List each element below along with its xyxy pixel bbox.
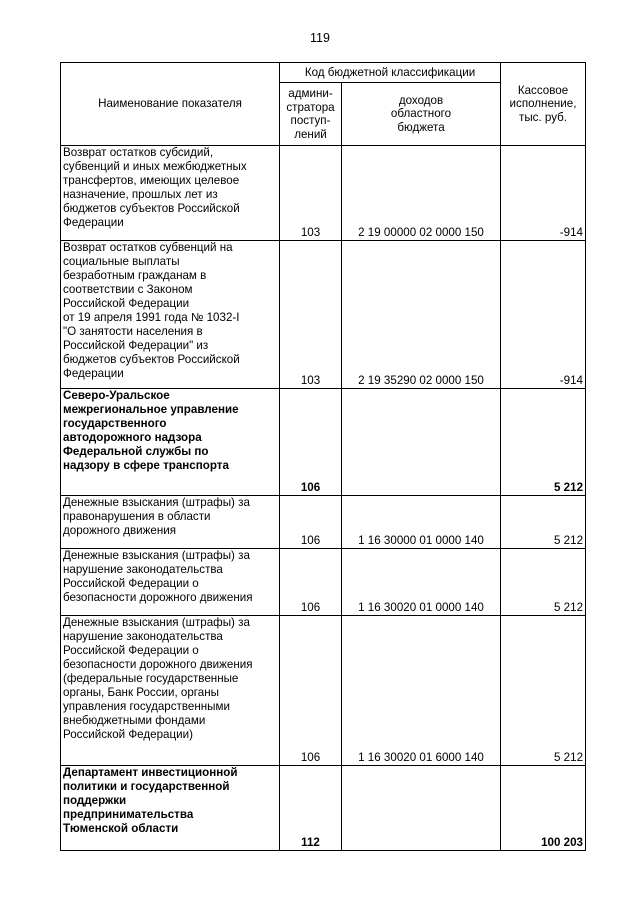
table-row bbox=[61, 549, 586, 616]
table-header bbox=[61, 63, 586, 146]
row-name: Денежные взыскания (штрафы) за правонарушения в области дорожного движения bbox=[61, 496, 280, 549]
row-name: Денежные взыскания (штрафы) за нарушение законодательства Российской Федерации о безопасности дорожного движения bbox=[61, 549, 280, 616]
row-budget-code bbox=[342, 766, 501, 851]
table-row bbox=[61, 146, 586, 241]
row-admin-code: 112 bbox=[280, 766, 342, 851]
header-classification: Код бюджетной классификации bbox=[280, 63, 501, 83]
row-name: Департамент инвестиционной политики и государственной поддержки предпринимательства Тюменской области bbox=[61, 766, 280, 851]
table-row bbox=[61, 241, 586, 389]
row-amount: 100 203 bbox=[501, 766, 586, 851]
row-budget-code: 2 19 00000 02 0000 150 bbox=[342, 146, 501, 241]
row-admin-code: 106 bbox=[280, 389, 342, 496]
table-row bbox=[61, 389, 586, 496]
row-budget-code: 1 16 30020 01 6000 140 bbox=[342, 616, 501, 766]
row-admin-code: 103 bbox=[280, 146, 342, 241]
row-budget-code bbox=[342, 389, 501, 496]
row-amount: 5 212 bbox=[501, 389, 586, 496]
row-budget-code: 1 16 30020 01 0000 140 bbox=[342, 549, 501, 616]
row-name: Северо-Уральское межрегиональное управление государственного автодорожного надзора Федеральной службы по надзору в сфере транспорта bbox=[61, 389, 280, 496]
row-admin-code: 106 bbox=[280, 616, 342, 766]
row-amount: 5 212 bbox=[501, 549, 586, 616]
header-admin: админи- стратора поступ- лений bbox=[280, 83, 342, 146]
budget-table bbox=[60, 62, 586, 851]
table-row bbox=[61, 616, 586, 766]
row-budget-code: 1 16 30000 01 0000 140 bbox=[342, 496, 501, 549]
row-name: Денежные взыскания (штрафы) за нарушение законодательства Российской Федерации о безопасности дорожного движения (федеральные государственные органы, Банк России, органы управления государственными внебюджетными фондами Российской Федерации) bbox=[61, 616, 280, 766]
row-admin-code: 103 bbox=[280, 241, 342, 389]
header-amount: Кассовое исполнение, тыс. руб. bbox=[501, 63, 586, 146]
table-body bbox=[61, 146, 586, 851]
row-amount: 5 212 bbox=[501, 496, 586, 549]
row-admin-code: 106 bbox=[280, 496, 342, 549]
header-code: доходов областного бюджета bbox=[342, 83, 501, 146]
page-number: 119 bbox=[310, 31, 330, 45]
table-row bbox=[61, 766, 586, 851]
row-amount: -914 bbox=[501, 146, 586, 241]
row-amount: -914 bbox=[501, 241, 586, 389]
row-name: Возврат остатков субвенций на социальные выплаты безработным гражданам в соответствии с Законом Российской Федерации от 19 апреля 1991 года № 1032-I "О занятости населения в Российской Федерации" из бюджетов субъектов Российской Федерации bbox=[61, 241, 280, 389]
row-name: Возврат остатков субсидий, субвенций и иных межбюджетных трансфертов, имеющих целевое назначение, прошлых лет из бюджетов субъектов Российской Федерации bbox=[61, 146, 280, 241]
row-budget-code: 2 19 35290 02 0000 150 bbox=[342, 241, 501, 389]
row-amount: 5 212 bbox=[501, 616, 586, 766]
row-admin-code: 106 bbox=[280, 549, 342, 616]
table-row bbox=[61, 496, 586, 549]
header-name: Наименование показателя bbox=[61, 63, 280, 146]
